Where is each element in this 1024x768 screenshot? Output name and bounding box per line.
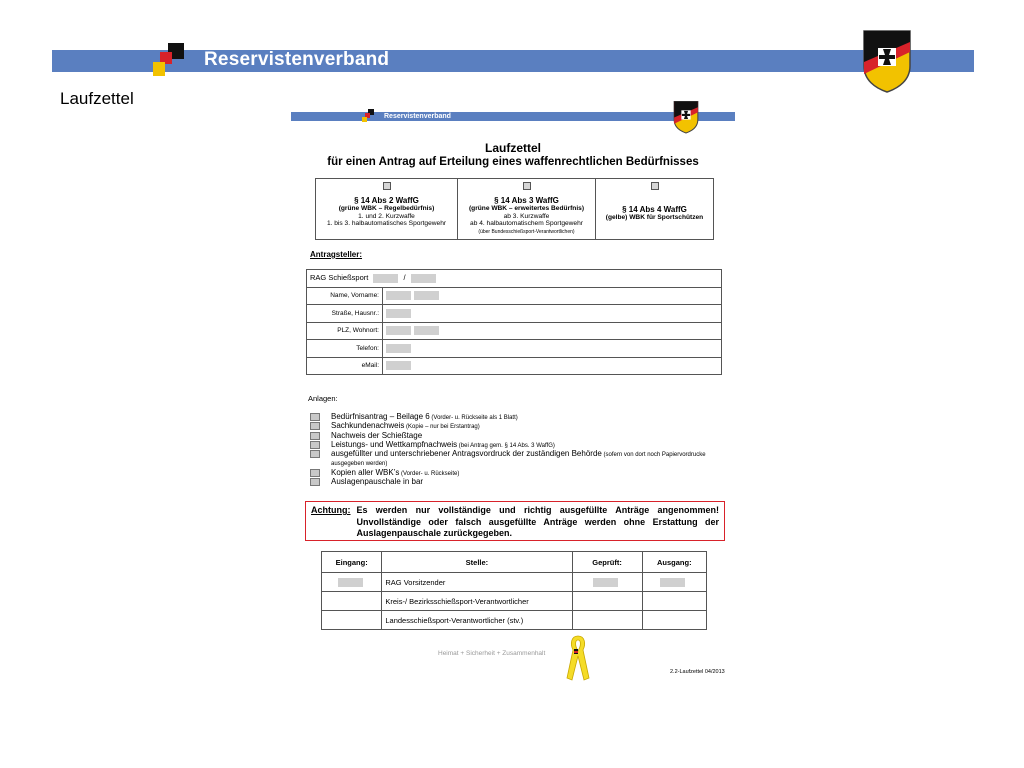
footer-motto: Heimat + Sicherheit + Zusammenhalt	[438, 650, 546, 657]
crest-icon	[861, 28, 913, 94]
input-field[interactable]	[386, 344, 411, 353]
table-cell	[322, 592, 382, 611]
header-band	[52, 50, 974, 72]
input-field[interactable]	[386, 309, 411, 318]
item-text: Auslagenpauschale in bar	[331, 477, 424, 487]
table-row	[307, 305, 722, 323]
table-cell	[383, 305, 722, 323]
footer-code: 2.2-Laufzettel 04/2013	[670, 669, 725, 675]
doc-brand-name: Reservistenverband	[384, 113, 451, 120]
document-title	[288, 141, 738, 169]
input-field[interactable]	[414, 291, 439, 300]
warning-box	[305, 501, 725, 541]
wbk-option	[316, 179, 458, 239]
table-cell: Kreis-/ Bezirksschießsport-Verantwortlicher	[382, 592, 572, 611]
document-page	[288, 100, 738, 690]
column-header: Ausgang:	[642, 552, 706, 573]
wbk-heading: § 14 Abs 3 WaffG	[494, 195, 559, 205]
item-note: (Kopie – nur bei Erstantrag)	[404, 424, 480, 431]
item-text: Kopien aller WBK’s	[331, 467, 400, 477]
table-cell	[642, 573, 706, 592]
list-item	[310, 478, 730, 487]
document-title-line1: Laufzettel	[484, 141, 541, 155]
table-row	[307, 357, 722, 375]
warning-text: Es werden nur vollständige und richtig ausgefüllte Anträge angenommen! Unvollständige oder falsch ausgefüllte Anträge werden ohne Erstattung der Auslagenpauschale zurückgegeben.	[356, 505, 719, 538]
input-field[interactable]	[414, 326, 439, 335]
attachments-list	[310, 413, 730, 487]
wbk-option	[458, 179, 596, 239]
slide-title: Laufzettel	[60, 89, 134, 108]
item-note: (Vorder- u. Rückseite)	[399, 470, 460, 477]
item-note: (Vorder- u. Rückseite als 1 Blatt)	[429, 415, 518, 421]
table-row	[307, 270, 722, 288]
doc-header-band	[291, 112, 735, 121]
table-header-row	[322, 552, 707, 573]
checkbox[interactable]	[310, 413, 320, 421]
input-field[interactable]	[386, 361, 411, 370]
table-cell: Landesschießsport-Verantwortlicher (stv.)	[382, 611, 572, 630]
input-field[interactable]	[411, 274, 436, 283]
input-field[interactable]	[593, 578, 618, 587]
table-cell	[383, 340, 722, 358]
checkbox[interactable]	[383, 182, 391, 190]
checkbox[interactable]	[310, 441, 320, 449]
table-cell	[642, 611, 706, 630]
wbk-subtitle: (gelbe) WBK für Sportschützen	[605, 214, 704, 222]
table-cell	[322, 573, 382, 592]
column-header: Stelle:	[382, 552, 572, 573]
checkbox[interactable]	[523, 182, 531, 190]
field-label: Telefon:	[307, 340, 383, 358]
item-text: Bedürfnisantrag – Beilage 6	[331, 412, 430, 421]
column-header: Eingang:	[322, 552, 382, 573]
wbk-options-table	[315, 178, 714, 240]
table-row	[322, 592, 707, 611]
input-field[interactable]	[338, 578, 363, 587]
rag-label: RAG Schießsport	[310, 273, 369, 283]
wbk-heading: § 14 Abs 4 WaffG	[622, 204, 687, 214]
checkbox[interactable]	[310, 478, 320, 486]
table-cell	[383, 287, 722, 305]
checkbox[interactable]	[310, 469, 320, 477]
input-field[interactable]	[660, 578, 685, 587]
checkbox[interactable]	[310, 432, 320, 440]
item-note: (bei Antrag gem. § 14 Abs. 3 WaffG)	[457, 442, 555, 449]
checkbox[interactable]	[310, 450, 320, 458]
doc-crest-icon	[672, 100, 700, 134]
item-note: (sofern von dort noch Papiervordrucke ausgegeben werden)	[331, 452, 706, 468]
table-row	[307, 340, 722, 358]
brand-logo-icon	[153, 43, 185, 77]
wbk-subtitle: (grüne WBK – Regelbedürfnis)	[338, 205, 435, 213]
applicant-section-label: Antragsteller:	[310, 250, 363, 259]
table-cell	[572, 611, 642, 630]
table-cell	[307, 270, 722, 288]
separator: /	[403, 273, 406, 283]
item-text: Nachweis der Schießtage	[331, 430, 423, 440]
wbk-line: (über Bundesschießsport-Verantwortlichen)	[478, 228, 575, 235]
wbk-heading: § 14 Abs 2 WaffG	[354, 195, 419, 205]
wbk-line: ab 3. Kurzwaffe	[503, 212, 550, 220]
wbk-line: 1. bis 3. halbautomatisches Sportgewehr	[326, 220, 447, 228]
wbk-option	[596, 179, 713, 239]
table-cell	[642, 592, 706, 611]
item-text: Leistungs- und Wettkampfnachweis	[331, 439, 458, 449]
routing-table	[321, 551, 707, 630]
document-title-line2: für einen Antrag auf Erteilung eines waffenrechtlichen Bedürfnisses	[327, 156, 699, 168]
wbk-line: 1. und 2. Kurzwaffe	[358, 212, 415, 220]
table-row	[322, 611, 707, 630]
table-cell: RAG Vorsitzender	[382, 573, 572, 592]
table-cell	[322, 611, 382, 630]
applicant-table	[306, 269, 722, 375]
item-text: Sachkundenachweis	[331, 421, 405, 431]
table-row	[307, 287, 722, 305]
table-row	[307, 322, 722, 340]
checkbox[interactable]	[651, 182, 659, 190]
attachments-label: Anlagen:	[308, 394, 338, 403]
field-label: PLZ, Wohnort:	[307, 322, 383, 340]
input-field[interactable]	[386, 291, 411, 300]
input-field[interactable]	[386, 326, 411, 335]
table-cell	[572, 592, 642, 611]
list-item	[310, 450, 730, 469]
doc-brand-logo-icon	[362, 109, 374, 122]
table-cell	[383, 357, 722, 375]
table-cell	[383, 322, 722, 340]
table-row	[322, 573, 707, 592]
field-label: eMail:	[307, 357, 383, 375]
field-label: Straße, Hausnr.:	[307, 305, 383, 323]
wbk-subtitle: (grüne WBK – erweitertes Bedürfnis)	[468, 205, 585, 213]
checkbox[interactable]	[310, 422, 320, 430]
table-cell	[572, 573, 642, 592]
column-header: Geprüft:	[572, 552, 642, 573]
input-field[interactable]	[373, 274, 398, 283]
item-text: ausgefüllter und unterschriebener Antragsvordruck der zuständigen Behörde	[331, 449, 602, 459]
field-label: Name, Vorname:	[307, 287, 383, 305]
warning-heading: Achtung:	[311, 505, 351, 515]
yellow-ribbon-icon	[565, 632, 591, 682]
wbk-line: ab 4. halbautomatischem Sportgewehr	[470, 220, 583, 228]
brand-name: Reservistenverband	[204, 49, 390, 70]
